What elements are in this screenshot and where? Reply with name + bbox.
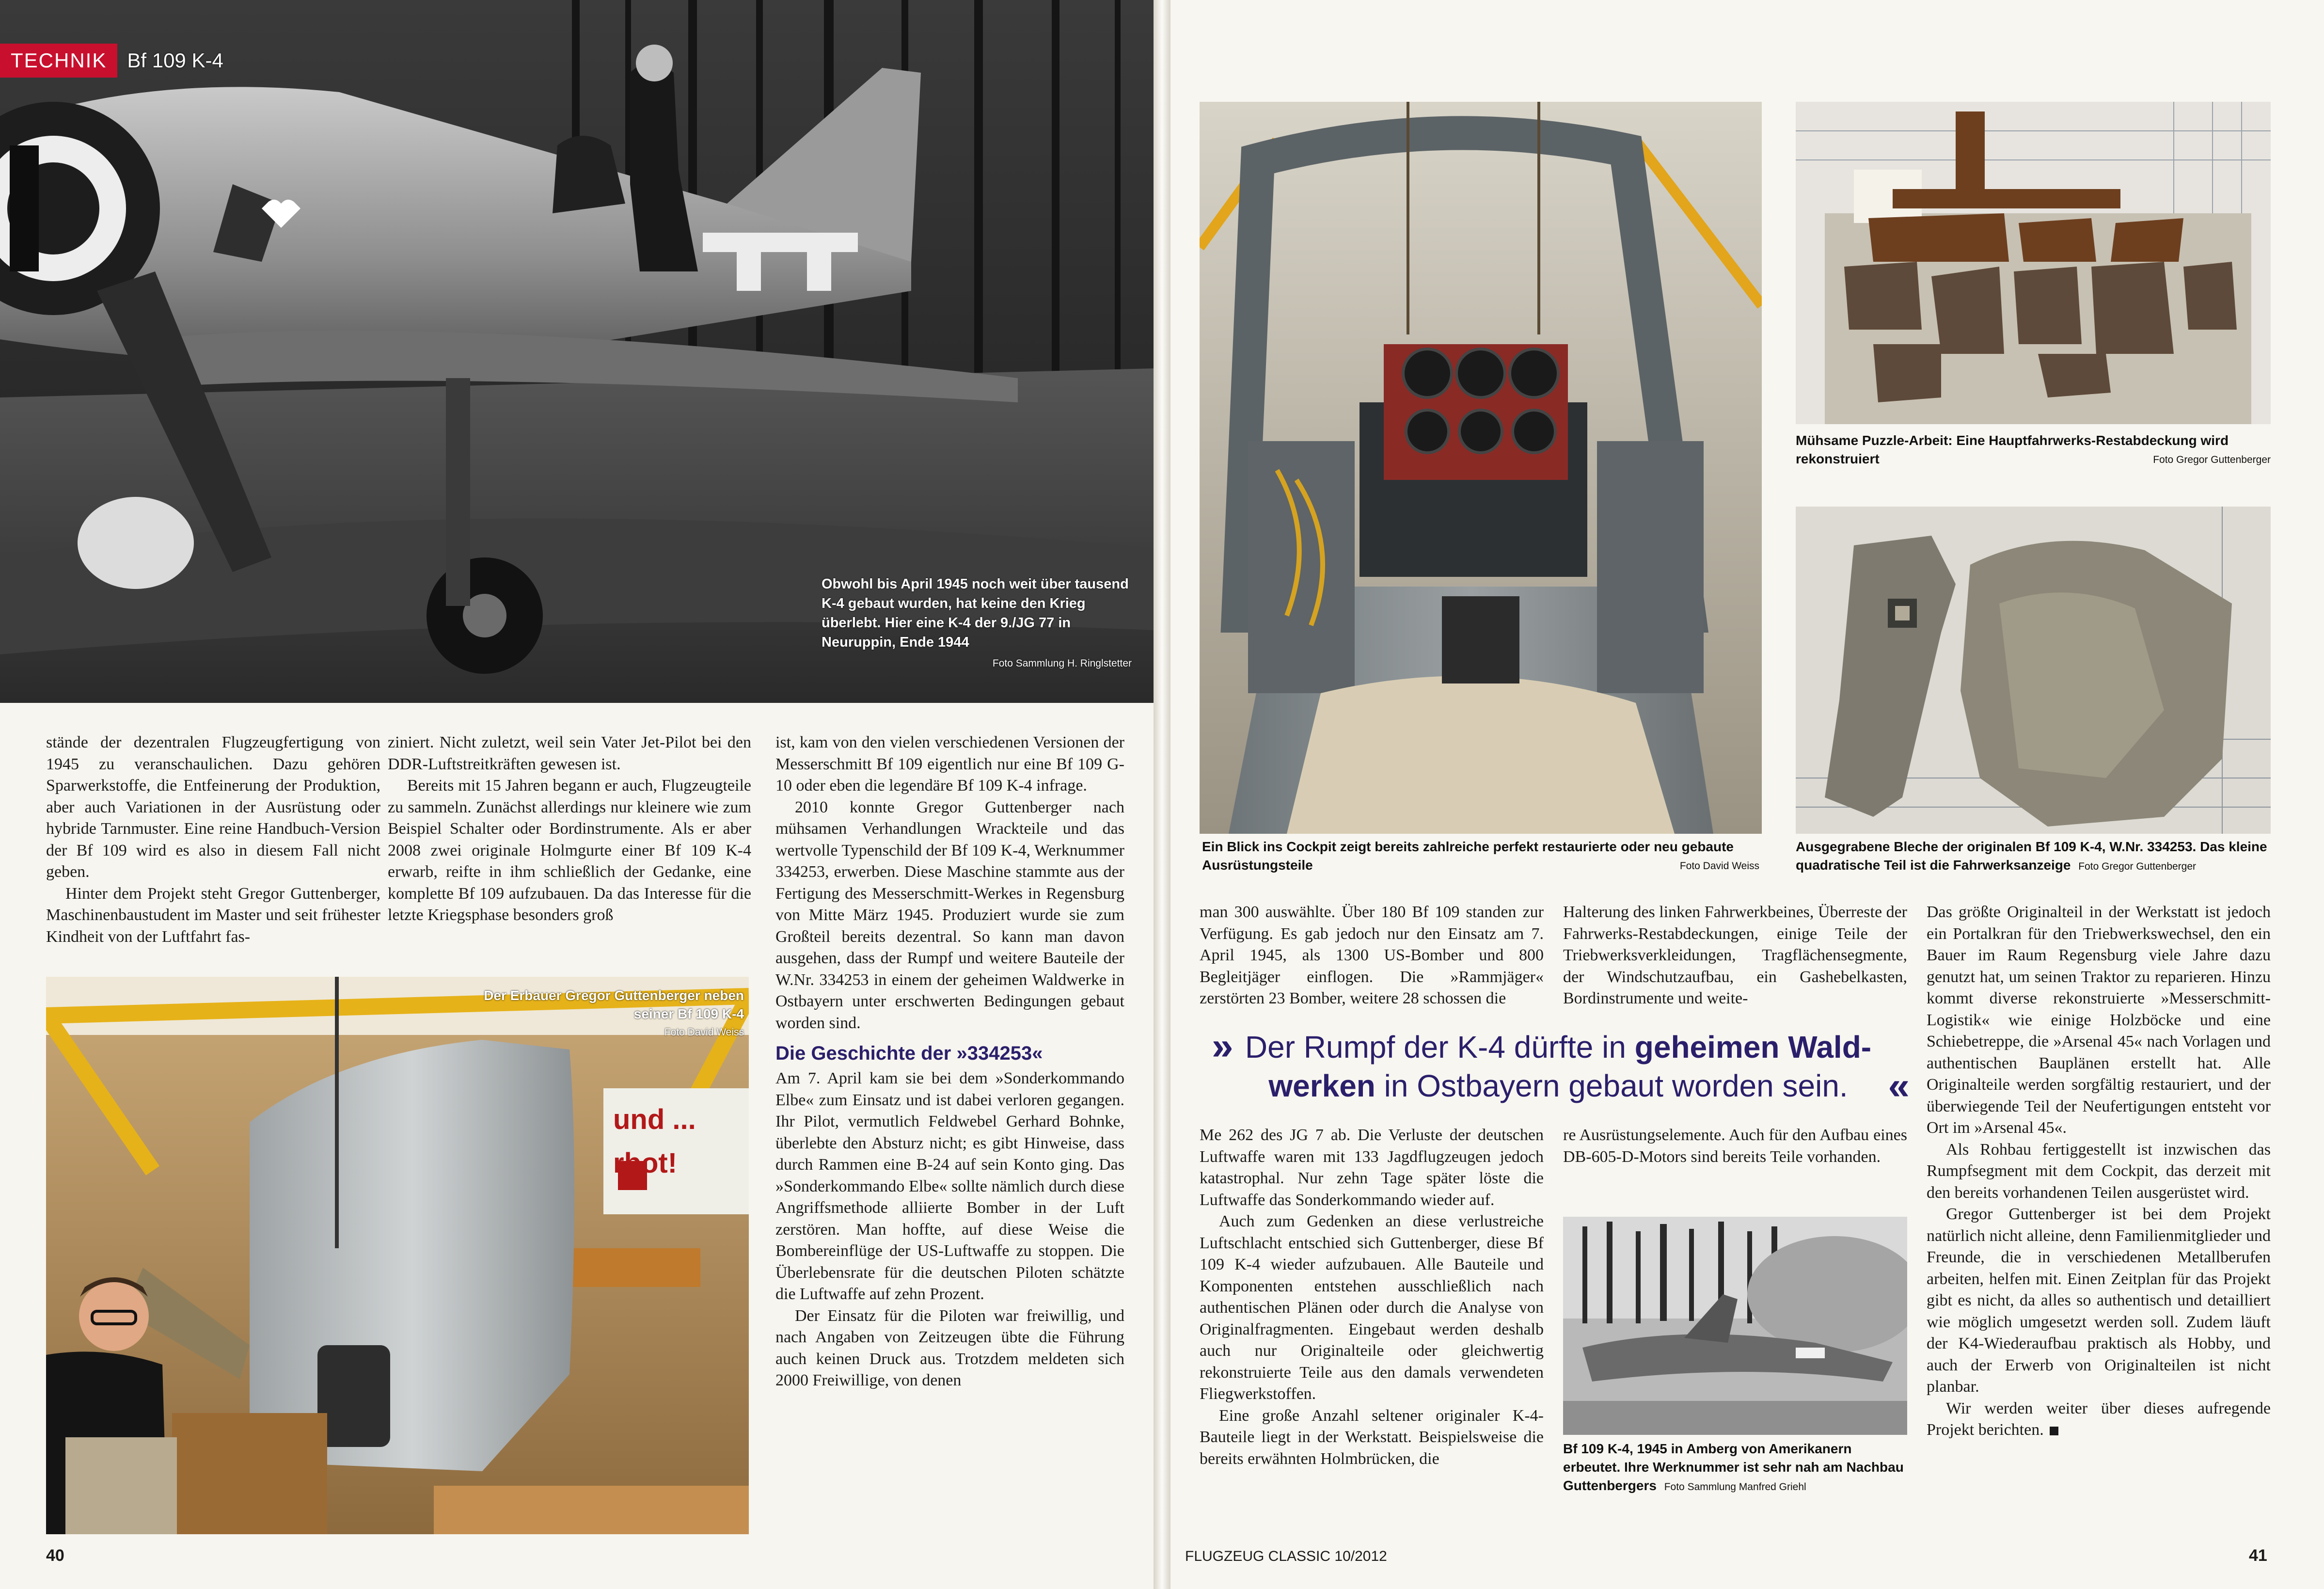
amberg-caption-text: Bf 109 K-4, 1945 in Amberg von Amerikanern erbeutet. Ihre Werknummer ist sehr nah am Nachbau Guttenbergers [1563, 1441, 1904, 1493]
article-column-5-top [1563, 902, 1907, 1010]
article-column-4-bottom [1200, 1125, 1544, 1470]
article-column-6 [1927, 902, 2271, 1441]
builder-photo [46, 977, 749, 1534]
pull-quote-text-1: Der Rumpf der K-4 dürfte in [1245, 1030, 1635, 1065]
column-paragraph: Auch zum Gedenken an diese verlustreiche Luftschlacht entschied sich Guttenberger, diese Bf 109 K-4 wieder aufzubauen. Alle Bauteile und Komponenten entstehen ausschließlich nach authentischen Plänen oder durch die Analyse von Originalfragmenten. Eingebaut werden deshalb auch nur Originalteile oder gleichwertig rekonstruierte Teile aus den damals verwendeten Fliegwerkstoffen. [1200, 1212, 1544, 1403]
column-paragraph: Bereits mit 15 Jahren begann er auch, Flugzeugteile zu sammeln. Zunächst allerdings nur kleinere wie zum Beispiel Schalter oder Bordinstrumente. Als er aber 2008 zwei originale Holmgurte einer Bf 109 K-4 erwarb, reifte in ihm schließlich der Gedanke, eine komplette Bf 109 aufzubauen. Da das Interesse für die letzte Kriegsphase besonders groß [388, 777, 751, 924]
sheets-caption-text: Ausgegrabene Bleche der originalen Bf 109 K-4, W.Nr. 334253. Das kleine quadratische Teil ist die Fahrwerksanzeige [1796, 839, 2267, 873]
builder-caption-text: Der Erbauer Gregor Guttenberger neben seiner Bf 109 K-4 [484, 988, 744, 1021]
sheets-credit: Foto Gregor Guttenberger [2078, 861, 2197, 872]
cockpit-credit: Foto David Weiss [1679, 860, 1759, 872]
section-tag: TECHNIK [0, 44, 117, 78]
article-column-5-bottom [1563, 1125, 1907, 1168]
column-paragraph [1927, 1398, 2271, 1441]
article-column-1 [46, 732, 380, 948]
section-topic: Bf 109 K-4 [127, 49, 223, 72]
article-column-4-top [1200, 902, 1544, 1010]
column-paragraph: Der Einsatz für die Piloten war freiwillig, und nach Angaben von Zeitzeugen übte die Führung auch keinen Druck aus. Trotzdem meldeten sich 2000 Freiwillige, von denen [775, 1306, 1124, 1389]
column-paragraph: Halterung des linken Fahrwerkbeines, Überreste der Fahrwerks-Restabdeckungen, einige Teile der Triebwerksverkleidungen, Tragflächensegmente, der Windschutzaufbau, ein Gashebelkasten, Bordinstrumente und weite- [1563, 903, 1907, 1007]
amberg-photo [1563, 1217, 1907, 1435]
cockpit-photo [1200, 102, 1762, 834]
column-paragraph: ist, kam von den vielen verschiedenen Versionen der Messerschmitt Bf 109 eigentlich nur eine Bf 109 G-10 oder eben die legendäre Bf 109 K-4 infrage. [775, 733, 1124, 794]
puzzle-caption-text: Mühsame Puzzle-Arbeit: Eine Hauptfahrwerks-Restabdeckung wird rekonstruiert [1796, 433, 2229, 466]
column-paragraph: 2010 konnte Gregor Guttenberger nach mühsamen Verhandlungen Wrackteile und das wertvolle Typenschild der Bf 109 K-4, Werknummer 334253, erwerben. Diese Maschine stammte aus der Fertigung des Messerschmitt-Werkes in Regensburg von Mitte März 1945. Produziert wurde sie zum Großteil bereits dezentral. So kann man davon ausgehen, dass der Rumpf und weitere Bauteile der W.Nr. 334253 in einem der geheimen Waldwerke in Ostbayern unter erschwerten Bedingungen gebaut worden sind. [775, 798, 1124, 1032]
hero-photo-bf109-neuruppin [0, 0, 1154, 703]
quote-open-mark: » [1212, 1024, 1233, 1067]
column-paragraph: Gregor Guttenberger ist bei dem Projekt natürlich nicht alleine, denn Familienmitglieder und Freunde, die in verschiedenen Metallberufen arbeiten, helfen mit. Einen Zeitplan für das Projekt gibt es nicht, da alles so authentisch und detailliert wie möglich umgesetzt werden soll. Zudem läuft der K4-Wiederaufbau praktisch als Hobby, und auch der Erwerb von Originalteilen ist nicht planbar. [1927, 1205, 2271, 1396]
hero-credit: Foto Sammlung H. Ringlstetter [992, 658, 1132, 669]
sheets-photo [1796, 507, 2271, 834]
cockpit-caption-text-block [1202, 838, 1759, 875]
quote-close-mark: « [1888, 1064, 1910, 1107]
page-number-left: 40 [46, 1546, 64, 1565]
magazine-issue: FLUGZEUG CLASSIC 10/2012 [1185, 1548, 1387, 1564]
column-paragraph: stände der dezentralen Flugzeugfertigung von 1945 zu veranschaulichen. Dazu gehören Sparwerkstoffe, die Entfeinerung der Produktion, aber auch Variationen in der Ausrüstung oder hybride Tarnmuster. Eine reine Handbuch-Version der Bf 109 wird es also in diesem Fall nicht geben. [46, 733, 380, 881]
column-paragraph: ziniert. Nicht zuletzt, weil sein Vater Jet-Pilot bei den DDR-Luftstreitkräften gewesen ist. [388, 733, 751, 773]
spine-gutter [1154, 0, 1170, 1589]
hero-caption-text: Obwohl bis April 1945 noch weit über tausend K-4 gebaut wurden, hat keine den Krieg überlebt. Hier eine K-4 der 9./JG 77 in Neuruppin, Ende 1944 [822, 576, 1129, 650]
article-column-2 [388, 732, 751, 926]
pull-quote [1202, 1024, 1914, 1125]
page-number-right: 41 [2249, 1546, 2267, 1565]
section-heading: Die Geschichte der »334253« [775, 1043, 1043, 1064]
column-paragraph: man 300 auswählte. Über 180 Bf 109 standen zur Verfügung. Es gab jedoch nur den Einsatz am 7. April 1945, als 1300 US-Bomber und 800 Begleitjäger einflogen. Die »Rammjäger« zerstörten 23 Bomber, weitere 28 schossen die [1200, 903, 1544, 1007]
builder-wall-text: und ... rbot! [613, 1104, 696, 1179]
builder-caption [473, 986, 744, 1042]
amberg-credit: Foto Sammlung Manfred Griehl [1664, 1481, 1806, 1493]
amberg-caption [1563, 1440, 1907, 1496]
sheets-caption [1796, 838, 2271, 876]
end-of-article-mark [2050, 1427, 2058, 1435]
pull-quote-text-2: in Ostbayern gebaut worden sein. [1375, 1068, 1848, 1103]
builder-credit: Foto David Weiss [664, 1027, 744, 1038]
puzzle-caption [1796, 431, 2271, 469]
column-paragraph: Am 7. April kam sie bei dem »Sonderkommando Elbe« zum Einsatz und ist dabei verloren gegangen. Ihr Pilot, vermutlich Feldwebel Gerhard Bohnke, überlebte den Absturz nicht; es gibt Hinweise, dass durch Rammen eine B-24 auf sein Konto ging. Das »Sonderkommando Elbe« sollte nämlich durch diese Angriffsmethode alliierte Bomber in der Luft zerstören. Man hoffte, auf diese Weise die Bombereinflüge der US-Luftwaffe zu stoppen. Die Überlebensrate für die deutschen Piloten schätzte die Luftwaffe auf zehn Prozent. [775, 1069, 1124, 1303]
closing-line: Wir werden weiter über dieses aufregende Projekt berichten. [1927, 1399, 2271, 1439]
column-paragraph: Eine große Anzahl seltener originaler K-4-Bauteile liegt in der Werkstatt. Beispielsweise die bereits erwähnten Holmbrücken, die [1200, 1406, 1544, 1468]
column-paragraph: Das größte Originalteil in der Werkstatt ist jedoch ein Portalkran für den Triebwerkswechsel, den ein Bauer im Raum Regensburg viele Jahre dazu genutzt hat, um seinen Traktor zu reparieren. Hinzu kommt diverse rekonstruierte »Messerschmitt-Logistik« wie einige Holzböcke und eine Schiebetreppe, die »Arsenal 45« nach Vorlagen und authentischen Bauplänen erstellt hat. Alle Originalteile werden sorgfältig restauriert, und der überwiegende Teil der Neufertigungen entsteht vor Ort im »Arsenal 45«. [1927, 903, 2271, 1137]
column-paragraph: re Ausrüstungselemente. Auch für den Aufbau eines DB-605-D-Motors sind bereits Teile vorhanden. [1563, 1126, 1907, 1166]
puzzle-photo [1796, 102, 2271, 424]
column-paragraph: Hinter dem Projekt steht Gregor Guttenberger, Maschinenbaustudent im Master und seit frühester Kindheit von der Luftfahrt fas- [46, 884, 380, 946]
pull-quote-bold: geheimen Wald-werken [1268, 1030, 1872, 1103]
left-page [0, 0, 1154, 1589]
hero-caption [822, 574, 1132, 673]
cockpit-caption-text: Ein Blick ins Cockpit zeigt bereits zahlreiche perfekt restaurierte oder neu gebaute Ausrüstungsteile [1202, 839, 1734, 873]
column-paragraph: Als Rohbau fertiggestellt ist inzwischen das Rumpfsegment mit dem Cockpit, das derzeit mit den bereits vorhandenen Teilen ausgerüstet wird. [1927, 1140, 2271, 1202]
puzzle-credit: Foto Gregor Guttenberger [2153, 454, 2271, 465]
section-rubric [0, 44, 223, 78]
article-column-3 [775, 732, 1124, 1392]
column-paragraph: Me 262 des JG 7 ab. Die Verluste der deutschen Luftwaffe waren mit 133 Jagdflugzeugen jedoch katastrophal. Nur zehn Tage später löste die Luftwaffe das Sonderkommando wieder auf. [1200, 1126, 1544, 1209]
